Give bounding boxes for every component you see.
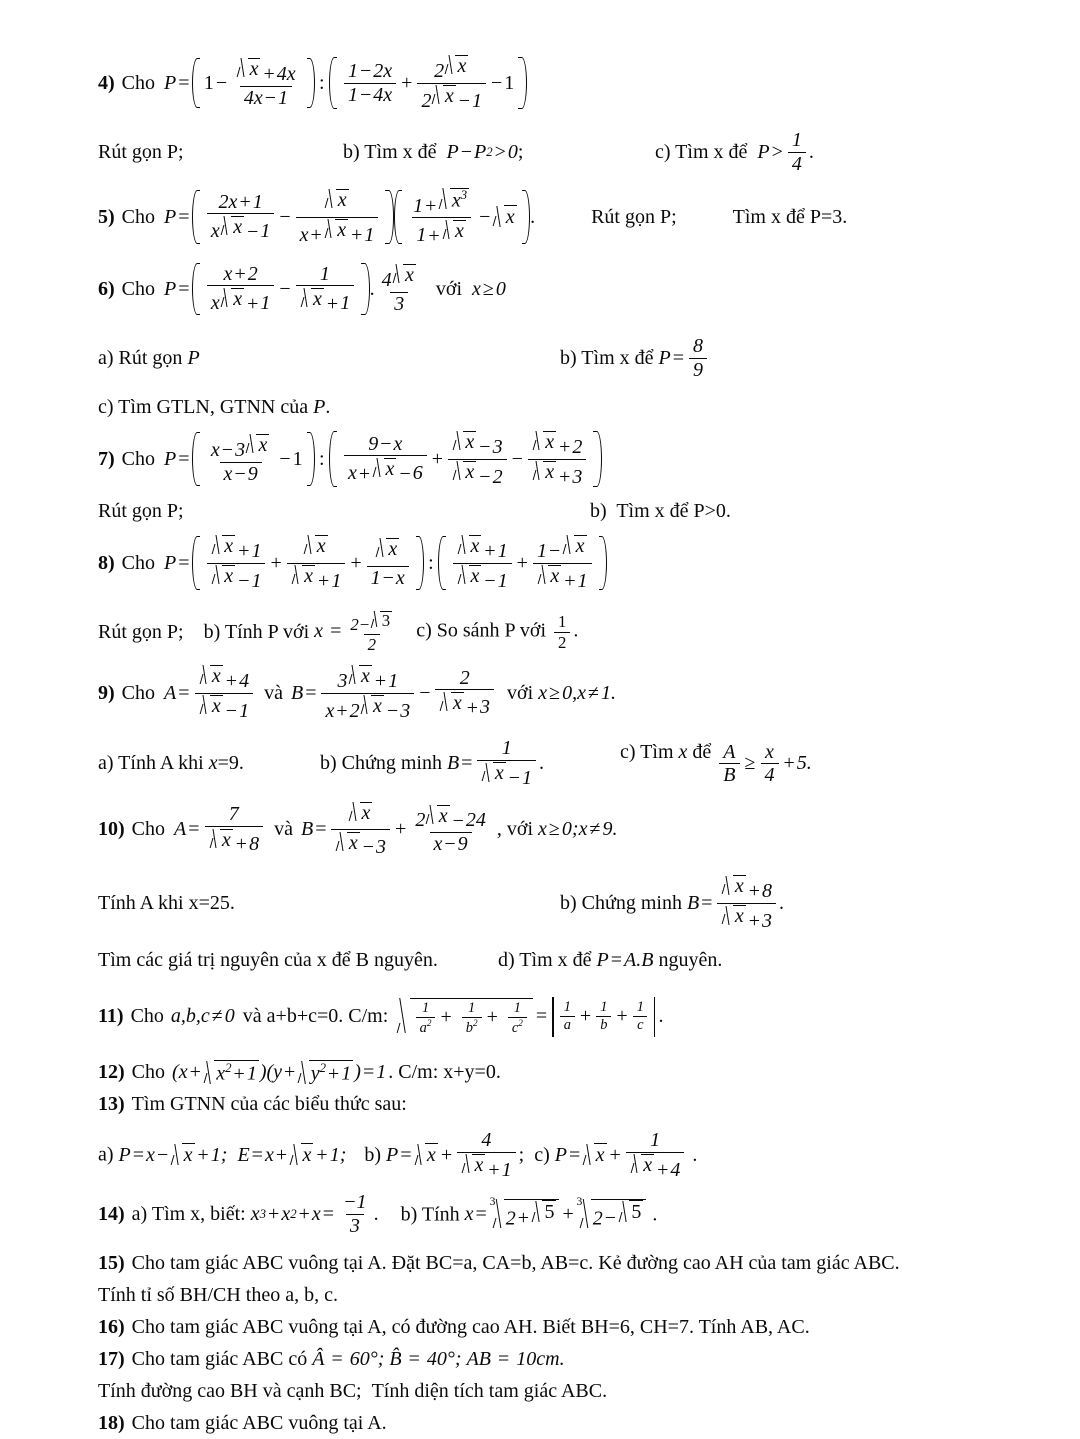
problem-9-part-c: c) Tìm x để $\frac{A}{B}$ ≥ $\frac{x}{4}$ + 5. xyxy=(620,740,812,787)
problem-10-cho: Cho xyxy=(131,818,166,841)
problem-16-number: 16) xyxy=(98,1316,125,1339)
problem-6-cho: Cho xyxy=(121,277,156,300)
problem-13-text: Tìm GTNN của các biểu thức sau: xyxy=(131,1093,407,1116)
problem-8-cho: Cho xyxy=(121,551,156,574)
problem-5-stem: 5) Cho P = 2x + 1 x x − 1 − x x + x + 1 1 + $x^3$ 1 + x − x . Rút gọn P; Tìm x để P=3. xyxy=(98,188,848,247)
problem-15-text2: Tính tỉ số BH/CH theo a, b, c. xyxy=(98,1284,338,1307)
problem-17-parts xyxy=(98,1377,998,1407)
problem-15-number: 15) xyxy=(98,1252,125,1275)
problem-13-part-c: c) P = x + 1 x + 4 . xyxy=(534,1128,698,1181)
problem-9-va: và xyxy=(264,681,283,704)
problem-4-cho: Cho xyxy=(121,71,156,94)
problem-10-parts-cd xyxy=(98,946,998,976)
problem-9-parts xyxy=(98,738,998,789)
content-column xyxy=(98,52,998,1439)
problem-6-part-c: c) Tìm GTLN, GTNN của P. xyxy=(98,395,331,418)
problem-7-stem: 7) Cho P = x − 3 x x − 9 − 1 : 9 − x x + x − 6 + x − 3 x − 2 − x + 2 x + 3 xyxy=(98,428,998,490)
problem-10-part-c: Tìm các giá trị nguyên của x để B nguyên. xyxy=(98,949,438,972)
problem-10-part-b: b) Chứng minh B = x + 8 x + 3 . xyxy=(560,875,785,932)
problem-13-part-a: a) P = x − x + 1; E = x + x + 1; xyxy=(98,1143,347,1167)
problem-9-part-b: b) Chứng minh B = 1 x − 1 . xyxy=(320,737,545,789)
problem-8-part-b: b) Tính P với x = 2− 3 2 xyxy=(203,610,391,654)
problem-14-number: 14) xyxy=(98,1203,125,1226)
problem-12-cho: Cho xyxy=(131,1061,166,1084)
problem-9-cho: Cho xyxy=(121,681,156,704)
problem-4-part-c: c) Tìm x để P > $\frac{1}{4}$ . xyxy=(655,128,814,175)
problem-11-number: 11) xyxy=(98,1005,124,1028)
problem-5-part-b: Tìm x để P=3. xyxy=(732,205,848,228)
problem-18-number: 18) xyxy=(98,1412,125,1435)
problem-16 xyxy=(98,1313,998,1343)
problem-14 xyxy=(98,1191,998,1239)
problem-4-stem: 4) Cho P = 1 − x + 4x 4x − 1 : $\frac{1 - 2x}{1 - 4x}$ + 2 x 2 x − 1 − 1 xyxy=(98,52,998,114)
problem-13-part-b: b) P = x + 4 x + 1 ; xyxy=(364,1128,525,1181)
problem-6-number: 6) xyxy=(98,277,115,300)
problem-15-line2 xyxy=(98,1281,998,1311)
problem-12-text: . C/m: x+y=0. xyxy=(388,1061,501,1084)
problem-7-parts xyxy=(98,496,998,526)
problem-4-parts xyxy=(98,128,998,176)
problem-10-part-a: Tính A khi x=25. xyxy=(98,891,235,914)
problem-6-parts-ab xyxy=(98,334,998,382)
problem-8-stem: 8) Cho P = x + 1 x − 1 + x x + 1 + $\frac{x}{1 - x}$ : x + 1 x − 1 + 1 − x x + 1 xyxy=(98,532,998,594)
problem-9-number: 9) xyxy=(98,681,115,704)
problem-10-condition: , với x ≥ 0; x ≠ 9. xyxy=(496,818,618,841)
problem-17-part-a: Tính đường cao BH và cạnh BC; xyxy=(98,1380,362,1403)
problem-17-part-b: Tính diện tích tam giác ABC. xyxy=(371,1380,608,1403)
problem-17-text: Cho tam giác ABC có Â = 60°; B̂ = 40°; AB = 10 cm . xyxy=(131,1348,565,1371)
problem-6-part-b: b) Tìm x để P = $\frac{8}{9}$ xyxy=(560,336,710,381)
problem-8-part-a: Rút gọn P; xyxy=(98,620,184,643)
problem-16-text: Cho tam giác ABC vuông tại A, có đường cao AH. Biết BH=6, CH=7. Tính AB, AC. xyxy=(131,1316,810,1339)
problem-10-parts-ab xyxy=(98,875,998,932)
problem-8-part-c: c) So sánh P với $\frac{1}{2}$ . xyxy=(416,612,579,652)
problem-7-part-b: b) Tìm x để P>0. xyxy=(590,499,731,522)
problem-11-cho: Cho xyxy=(130,1005,164,1028)
problem-18 xyxy=(98,1409,998,1439)
problem-13-parts xyxy=(98,1130,998,1181)
problem-17-stem xyxy=(98,1345,998,1375)
problem-15-line1 xyxy=(98,1249,998,1279)
problem-7-cho: Cho xyxy=(121,447,156,470)
problem-6-stem: 6) Cho P = x + 2 x x + 1 − 1 x + 1 . 4 x 3 với x ≥ 0 xyxy=(98,262,506,315)
problem-10-part-d: d) Tìm x để P = A . B nguyên. xyxy=(498,949,723,972)
problem-13-number: 13) xyxy=(98,1093,125,1116)
problem-9-condition: với x ≥ 0, x ≠ 1. xyxy=(507,681,616,704)
problem-17-number: 17) xyxy=(98,1348,125,1371)
problem-9-part-a: a) Tính A khi x=9. xyxy=(98,751,244,774)
problem-8-parts xyxy=(98,608,998,656)
problem-18-text: Cho tam giác ABC vuông tại A. xyxy=(131,1412,387,1435)
problem-8-number: 8) xyxy=(98,551,115,574)
problem-5-cho: Cho xyxy=(121,205,156,228)
problem-11-text: và a+b+c=0. C/m: xyxy=(242,1005,389,1028)
problem-10-va: và xyxy=(274,818,293,841)
problem-14-part-b: b) Tính x = 3 2 + 5 + 3 2 − 5 . xyxy=(400,1194,658,1230)
problem-6-condition: với x ≥ 0 xyxy=(435,277,506,300)
problem-6-part-c-line xyxy=(98,392,998,422)
problem-4-part-b: b) Tìm x để P − P 2 > 0; xyxy=(343,140,524,163)
problem-10-stem: 10) Cho A = 7 x + 8 và B = x x − 3 + 2 x − 24 x − 9 , với x ≥ 0; x ≠ 9. xyxy=(98,801,618,859)
problem-11: 11) Cho a , b , c ≠ 0 và a+b+c=0. C/m: $\frac{1}{a^2}$ + $\frac{1}{b^2}$ + $\frac{1}{c^2}$ = $\frac{1}{a}$ + $\frac{1}{b}$ + $\frac{1}{c}$ . xyxy=(98,986,998,1048)
problem-7-number: 7) xyxy=(98,447,115,470)
problem-12-number: 12) xyxy=(98,1061,125,1084)
problem-12: 12) Cho ( x + $x^2 + 1$ )( y + $y^2 + 1$ ) = 1 . C/m: x+y=0. xyxy=(98,1061,501,1085)
problem-13-stem xyxy=(98,1090,998,1120)
problem-5-part-a: Rút gọn P; xyxy=(591,205,677,228)
problem-15-text: Cho tam giác ABC vuông tại A. Đặt BC=a, CA=b, AB=c. Kẻ đường cao AH của tam giác ABC. xyxy=(131,1252,900,1275)
problem-14-part-a: a) Tìm x, biết: x 3 + x 2 + x = $\frac{-1}{3}$ . xyxy=(131,1191,379,1238)
problem-5-number: 5) xyxy=(98,205,115,228)
problem-4-number: 4) xyxy=(98,71,115,94)
problem-9-stem: 9) Cho A = x + 4 x − 1 và B = 3 x + 1 x + 2 x − 3 − 2 x + 3 với x ≥ 0, x ≠ 1. xyxy=(98,664,616,722)
problem-6-part-a: a) Rút gọn P xyxy=(98,346,200,369)
problem-10-number: 10) xyxy=(98,818,125,841)
problem-7-part-a: Rút gọn P; xyxy=(98,499,184,522)
problem-4-part-a: Rút gọn P; xyxy=(98,140,184,163)
